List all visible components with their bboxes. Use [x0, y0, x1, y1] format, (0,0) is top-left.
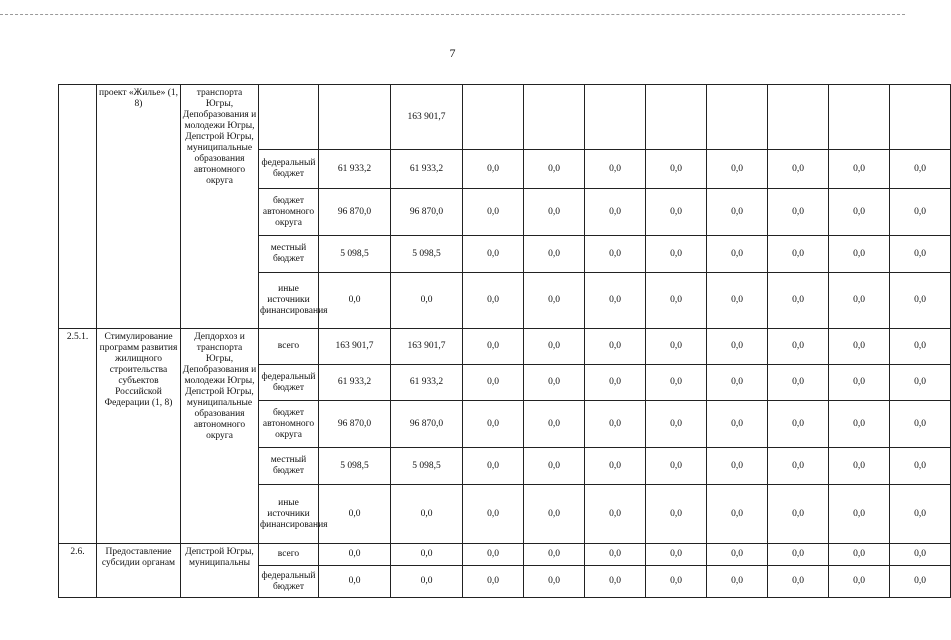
year-value-cell: 0,0: [768, 365, 829, 401]
funding-source-cell: бюджет автономного округа: [259, 401, 319, 448]
year-value-cell: 0,0: [463, 150, 524, 189]
year-value-cell: 0,0: [707, 150, 768, 189]
year-value-cell: 0,0: [829, 273, 890, 329]
year-value-cell: 0,0: [829, 329, 890, 365]
year-value-cell: 0,0: [829, 485, 890, 544]
funding-source-cell: федеральный бюджет: [259, 150, 319, 189]
year-value-cell: 0,0: [829, 150, 890, 189]
year-value-cell: 0,0: [524, 329, 585, 365]
year-value-cell: 0,0: [646, 544, 707, 566]
year-value-cell: 0,0: [585, 236, 646, 273]
year-value-cell: 0,0: [585, 485, 646, 544]
year-value-cell: 0,0: [890, 365, 951, 401]
year-value-cell: 0,0: [585, 150, 646, 189]
year-value-cell: [646, 85, 707, 150]
year-amount-cell: 0,0: [391, 485, 463, 544]
year-value-cell: 0,0: [768, 189, 829, 236]
year-value-cell: 0,0: [768, 448, 829, 485]
year-value-cell: 0,0: [829, 544, 890, 566]
year-value-cell: 0,0: [890, 150, 951, 189]
executor-cell: Депстрой Югры, муниципальны: [181, 544, 259, 598]
year-value-cell: [829, 85, 890, 150]
year-value-cell: 0,0: [463, 566, 524, 598]
year-value-cell: 0,0: [463, 448, 524, 485]
item-name-cell: проект «Жилье» (1, 8): [97, 85, 181, 329]
year-value-cell: [524, 85, 585, 150]
year-value-cell: [768, 85, 829, 150]
year-value-cell: 0,0: [768, 544, 829, 566]
year-value-cell: 0,0: [829, 236, 890, 273]
year-value-cell: 0,0: [646, 329, 707, 365]
year-value-cell: 0,0: [463, 236, 524, 273]
funding-source-cell: местный бюджет: [259, 448, 319, 485]
year-value-cell: 0,0: [646, 485, 707, 544]
year-value-cell: 0,0: [890, 485, 951, 544]
budget-table-body: [59, 85, 951, 598]
total-amount-cell: 0,0: [319, 544, 391, 566]
year-value-cell: 0,0: [829, 189, 890, 236]
year-value-cell: 0,0: [646, 236, 707, 273]
funding-source-cell: [259, 85, 319, 150]
year-value-cell: 0,0: [585, 365, 646, 401]
year-value-cell: 0,0: [829, 566, 890, 598]
total-amount-cell: 0,0: [319, 273, 391, 329]
year-value-cell: 0,0: [524, 150, 585, 189]
year-amount-cell: 0,0: [391, 273, 463, 329]
year-value-cell: 0,0: [585, 401, 646, 448]
funding-source-cell: федеральный бюджет: [259, 566, 319, 598]
year-amount-cell: 163 901,7: [391, 85, 463, 150]
budget-table: [58, 84, 951, 598]
total-amount-cell: 96 870,0: [319, 401, 391, 448]
year-value-cell: 0,0: [646, 448, 707, 485]
year-value-cell: 0,0: [707, 544, 768, 566]
year-value-cell: 0,0: [463, 189, 524, 236]
total-amount-cell: 5 098,5: [319, 448, 391, 485]
year-value-cell: 0,0: [463, 544, 524, 566]
item-code-cell: 2.6.: [59, 544, 97, 598]
year-value-cell: 0,0: [524, 401, 585, 448]
year-value-cell: 0,0: [585, 566, 646, 598]
year-value-cell: 0,0: [768, 273, 829, 329]
year-amount-cell: 5 098,5: [391, 448, 463, 485]
year-value-cell: [463, 85, 524, 150]
year-amount-cell: 0,0: [391, 544, 463, 566]
funding-source-cell: бюджет автономного округа: [259, 189, 319, 236]
year-value-cell: 0,0: [646, 189, 707, 236]
year-value-cell: 0,0: [524, 544, 585, 566]
year-value-cell: 0,0: [585, 329, 646, 365]
year-value-cell: 0,0: [585, 544, 646, 566]
year-value-cell: 0,0: [585, 448, 646, 485]
executor-cell: Депдорхоз и транспорта Югры, Депобразования и молодежи Югры, Депстрой Югры, муниципальные образования автономного округа: [181, 329, 259, 544]
year-value-cell: 0,0: [707, 236, 768, 273]
year-value-cell: 0,0: [707, 485, 768, 544]
total-amount-cell: 61 933,2: [319, 365, 391, 401]
total-amount-cell: 96 870,0: [319, 189, 391, 236]
year-value-cell: 0,0: [829, 401, 890, 448]
year-value-cell: 0,0: [890, 189, 951, 236]
total-amount-cell: [319, 85, 391, 150]
item-code-cell: [59, 85, 97, 329]
year-amount-cell: 96 870,0: [391, 189, 463, 236]
total-amount-cell: 5 098,5: [319, 236, 391, 273]
scan-edge-line: [0, 14, 905, 15]
year-value-cell: 0,0: [768, 566, 829, 598]
year-value-cell: 0,0: [768, 150, 829, 189]
year-value-cell: 0,0: [768, 329, 829, 365]
year-value-cell: 0,0: [524, 566, 585, 598]
year-amount-cell: 163 901,7: [391, 329, 463, 365]
year-amount-cell: 96 870,0: [391, 401, 463, 448]
funding-source-cell: иные источники финансирования: [259, 485, 319, 544]
year-value-cell: 0,0: [890, 448, 951, 485]
year-value-cell: 0,0: [524, 273, 585, 329]
year-value-cell: [707, 85, 768, 150]
total-amount-cell: 0,0: [319, 566, 391, 598]
year-value-cell: 0,0: [463, 401, 524, 448]
year-value-cell: 0,0: [890, 566, 951, 598]
year-value-cell: 0,0: [707, 448, 768, 485]
year-value-cell: 0,0: [707, 566, 768, 598]
funding-source-cell: всего: [259, 544, 319, 566]
year-value-cell: 0,0: [524, 189, 585, 236]
funding-source-cell: иные источники финансирования: [259, 273, 319, 329]
year-value-cell: 0,0: [890, 329, 951, 365]
year-value-cell: 0,0: [890, 401, 951, 448]
year-value-cell: 0,0: [707, 365, 768, 401]
year-value-cell: 0,0: [890, 273, 951, 329]
year-value-cell: 0,0: [646, 273, 707, 329]
table-row: [59, 85, 951, 150]
item-name-cell: Предоставление субсидии органам: [97, 544, 181, 598]
year-value-cell: 0,0: [707, 329, 768, 365]
year-value-cell: 0,0: [524, 448, 585, 485]
total-amount-cell: 61 933,2: [319, 150, 391, 189]
table-row: [59, 544, 951, 566]
year-value-cell: 0,0: [829, 448, 890, 485]
year-value-cell: 0,0: [890, 236, 951, 273]
year-value-cell: 0,0: [524, 365, 585, 401]
executor-cell: транспорта Югры, Депобразования и молодежи Югры, Депстрой Югры, муниципальные образования автономного округа: [181, 85, 259, 329]
year-value-cell: 0,0: [585, 189, 646, 236]
year-value-cell: 0,0: [890, 544, 951, 566]
year-value-cell: 0,0: [768, 401, 829, 448]
year-value-cell: 0,0: [768, 485, 829, 544]
year-value-cell: 0,0: [524, 485, 585, 544]
total-amount-cell: 163 901,7: [319, 329, 391, 365]
year-value-cell: [890, 85, 951, 150]
year-value-cell: 0,0: [707, 401, 768, 448]
year-value-cell: 0,0: [463, 365, 524, 401]
year-value-cell: 0,0: [463, 485, 524, 544]
table-row: [59, 329, 951, 365]
year-value-cell: 0,0: [646, 150, 707, 189]
year-value-cell: 0,0: [768, 236, 829, 273]
year-amount-cell: 61 933,2: [391, 365, 463, 401]
total-amount-cell: 0,0: [319, 485, 391, 544]
funding-source-cell: местный бюджет: [259, 236, 319, 273]
year-value-cell: 0,0: [707, 189, 768, 236]
year-value-cell: 0,0: [463, 273, 524, 329]
year-value-cell: 0,0: [707, 273, 768, 329]
item-code-cell: 2.5.1.: [59, 329, 97, 544]
year-value-cell: 0,0: [646, 401, 707, 448]
year-value-cell: 0,0: [585, 273, 646, 329]
year-value-cell: 0,0: [646, 566, 707, 598]
item-name-cell: Стимулирование программ развития жилищного строительства субъектов Российской Федерации (1, 8): [97, 329, 181, 544]
year-value-cell: 0,0: [829, 365, 890, 401]
year-value-cell: 0,0: [524, 236, 585, 273]
year-value-cell: 0,0: [646, 365, 707, 401]
year-amount-cell: 5 098,5: [391, 236, 463, 273]
year-amount-cell: 61 933,2: [391, 150, 463, 189]
year-value-cell: 0,0: [463, 329, 524, 365]
year-value-cell: [585, 85, 646, 150]
funding-source-cell: всего: [259, 329, 319, 365]
year-amount-cell: 0,0: [391, 566, 463, 598]
funding-source-cell: федеральный бюджет: [259, 365, 319, 401]
page-number: 7: [449, 46, 456, 60]
